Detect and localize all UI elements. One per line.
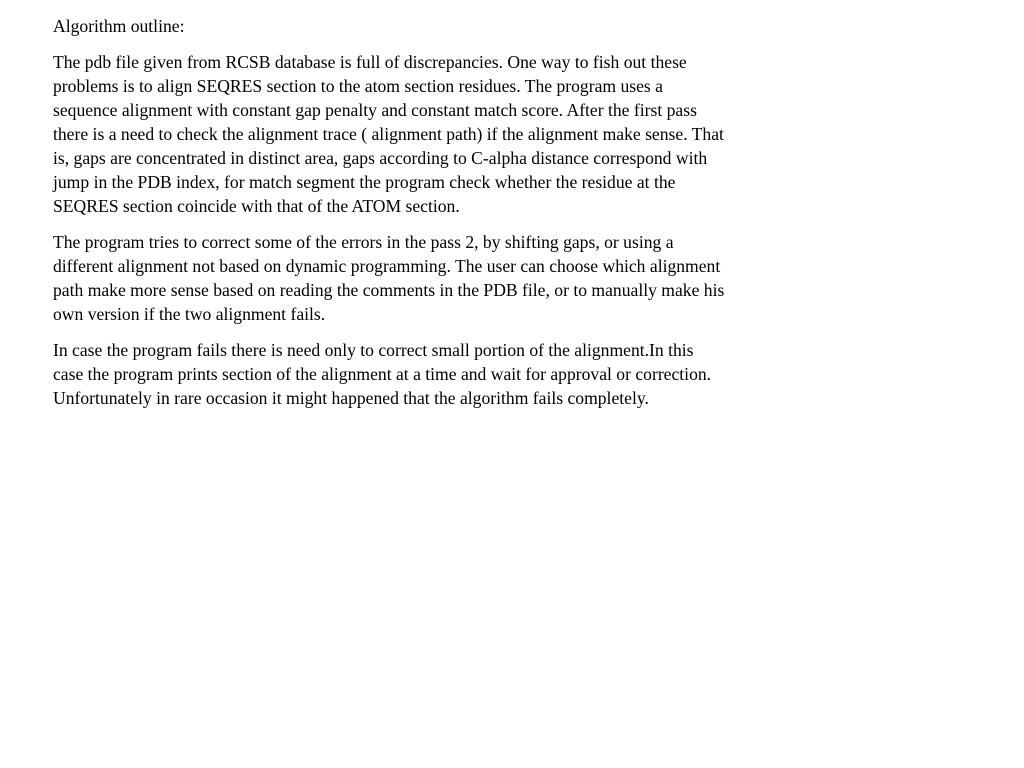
paragraph-2: The program tries to correct some of the errors in the pass 2, by shifting gaps, or using a different alignment not based on dynamic programming. The user can choose which alignment path make more sense based on reading the comments in the PDB file, or to manually make his own version if the two alignment fails. [53, 232, 725, 324]
document-heading: Algorithm outline: [53, 16, 185, 36]
document-body [53, 14, 823, 422]
paragraph-3: In case the program fails there is need only to correct small portion of the alignment.In this case the program prints section of the alignment at a time and wait for approval or correction. Unfortunately in rare occasion it might happened that the algorithm fails completely. [53, 340, 712, 408]
paragraph-1: The pdb file given from RCSB database is full of discrepancies. One way to fish out these problems is to align SEQRES section to the atom section residues. The program uses a sequence alignment with constant gap penalty and constant match score. After the first pass there is a need to check the alignment trace ( alignment path) if the alignment make sense. That is, gaps are concentrated in distinct area, gaps according to C-alpha distance correspond with jump in the PDB index, for match segment the program check whether the residue at the SEQRES section coincide with that of the ATOM section. [53, 52, 724, 216]
